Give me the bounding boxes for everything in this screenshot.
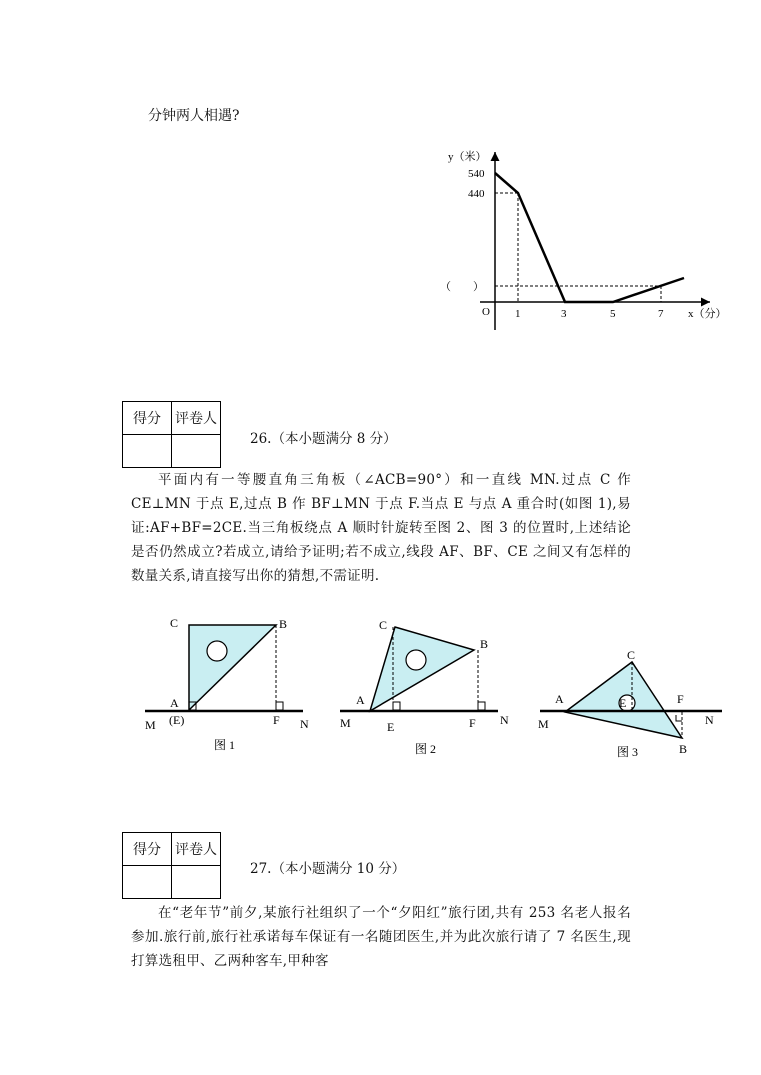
svg-text:E: E [387,720,395,734]
score-cell[interactable] [123,866,172,899]
x-axis-label: x（分） [688,308,727,320]
svg-text:B: B [480,637,489,651]
question-27-text: 在“老年节”前夕,某旅行社组织了一个“夕阳红”旅行团,共有 253 名老人报名参加.旅行前,旅行社承诺每车保证有一名随团医生,并为此次旅行请了 7 名医生,现打算选租甲、乙两种客车,甲种客 [131,905,631,969]
svg-text:A: A [170,696,179,710]
score-header: 得分 [123,833,172,866]
svg-text:C: C [627,648,636,662]
distance-time-graph [430,140,740,340]
svg-text:F: F [469,716,476,730]
y-axis-label: y（米） [448,151,487,163]
grader-header: 评卷人 [172,833,221,866]
question-26-title: 26.（本小题满分 8 分） [250,431,397,447]
grader-cell[interactable] [172,866,221,899]
svg-text:B: B [679,742,688,756]
svg-text:B: B [279,617,288,631]
y-tick-440: 440 [468,188,485,200]
svg-text:C: C [379,618,388,632]
svg-text:N: N [500,713,509,727]
figure-2 [335,610,520,760]
caption-fig3: 图 3 [617,745,639,759]
question-26-text: 平面内有一等腰直角三角板（∠ACB=90°）和一直线 MN.过点 C 作 CE⊥MN 于点 E,过点 B 作 BF⊥MN 于点 F.当点 E 与点 A 重合时(如图 1),易证:AF+BF=2CE.当三角板绕点 A 顺时针旋转至图 2、图 3 的位置时,上述结论是否仍然成立?若成立,请给予证明;若不成立,线段 AF、BF、CE 之间又有怎样的数量关系,请直接写出你的猜想,不需证明. [131,472,631,584]
svg-text:F: F [677,692,684,706]
score-header: 得分 [123,402,172,435]
graph-line [495,173,684,302]
x-tick-1: 1 [515,308,521,320]
x-tick-5: 5 [610,308,616,320]
question-27-title: 27.（本小题满分 10 分） [250,861,406,877]
grader-cell[interactable] [172,435,221,468]
continued-question-line: 分钟两人相遇? [148,108,240,124]
x-tick-3: 3 [561,308,567,320]
svg-text:N: N [300,717,309,731]
svg-text:(E): (E) [169,713,185,727]
figure-1 [140,610,320,760]
grader-header: 评卷人 [172,402,221,435]
figure-3 [535,640,725,765]
svg-text:A: A [356,693,365,707]
score-box-27 [122,832,221,899]
caption-fig1: 图 1 [214,738,236,752]
svg-text:M: M [538,717,549,731]
svg-text:M: M [145,718,156,732]
svg-text:A: A [555,692,564,706]
y-tick-540: 540 [468,168,485,180]
x-tick-7: 7 [658,308,664,320]
svg-text:C: C [170,616,179,630]
svg-text:E: E [619,696,627,710]
triangle-fig2 [370,627,474,711]
svg-text:F: F [273,713,280,727]
score-cell[interactable] [123,435,172,468]
caption-fig2: 图 2 [415,742,437,756]
y-tick-blank: （ ） [440,281,484,293]
origin-label: O [482,306,490,318]
triangle-fig1 [189,625,276,710]
score-box-26 [122,401,221,468]
svg-text:N: N [705,713,714,727]
svg-text:M: M [340,716,351,730]
